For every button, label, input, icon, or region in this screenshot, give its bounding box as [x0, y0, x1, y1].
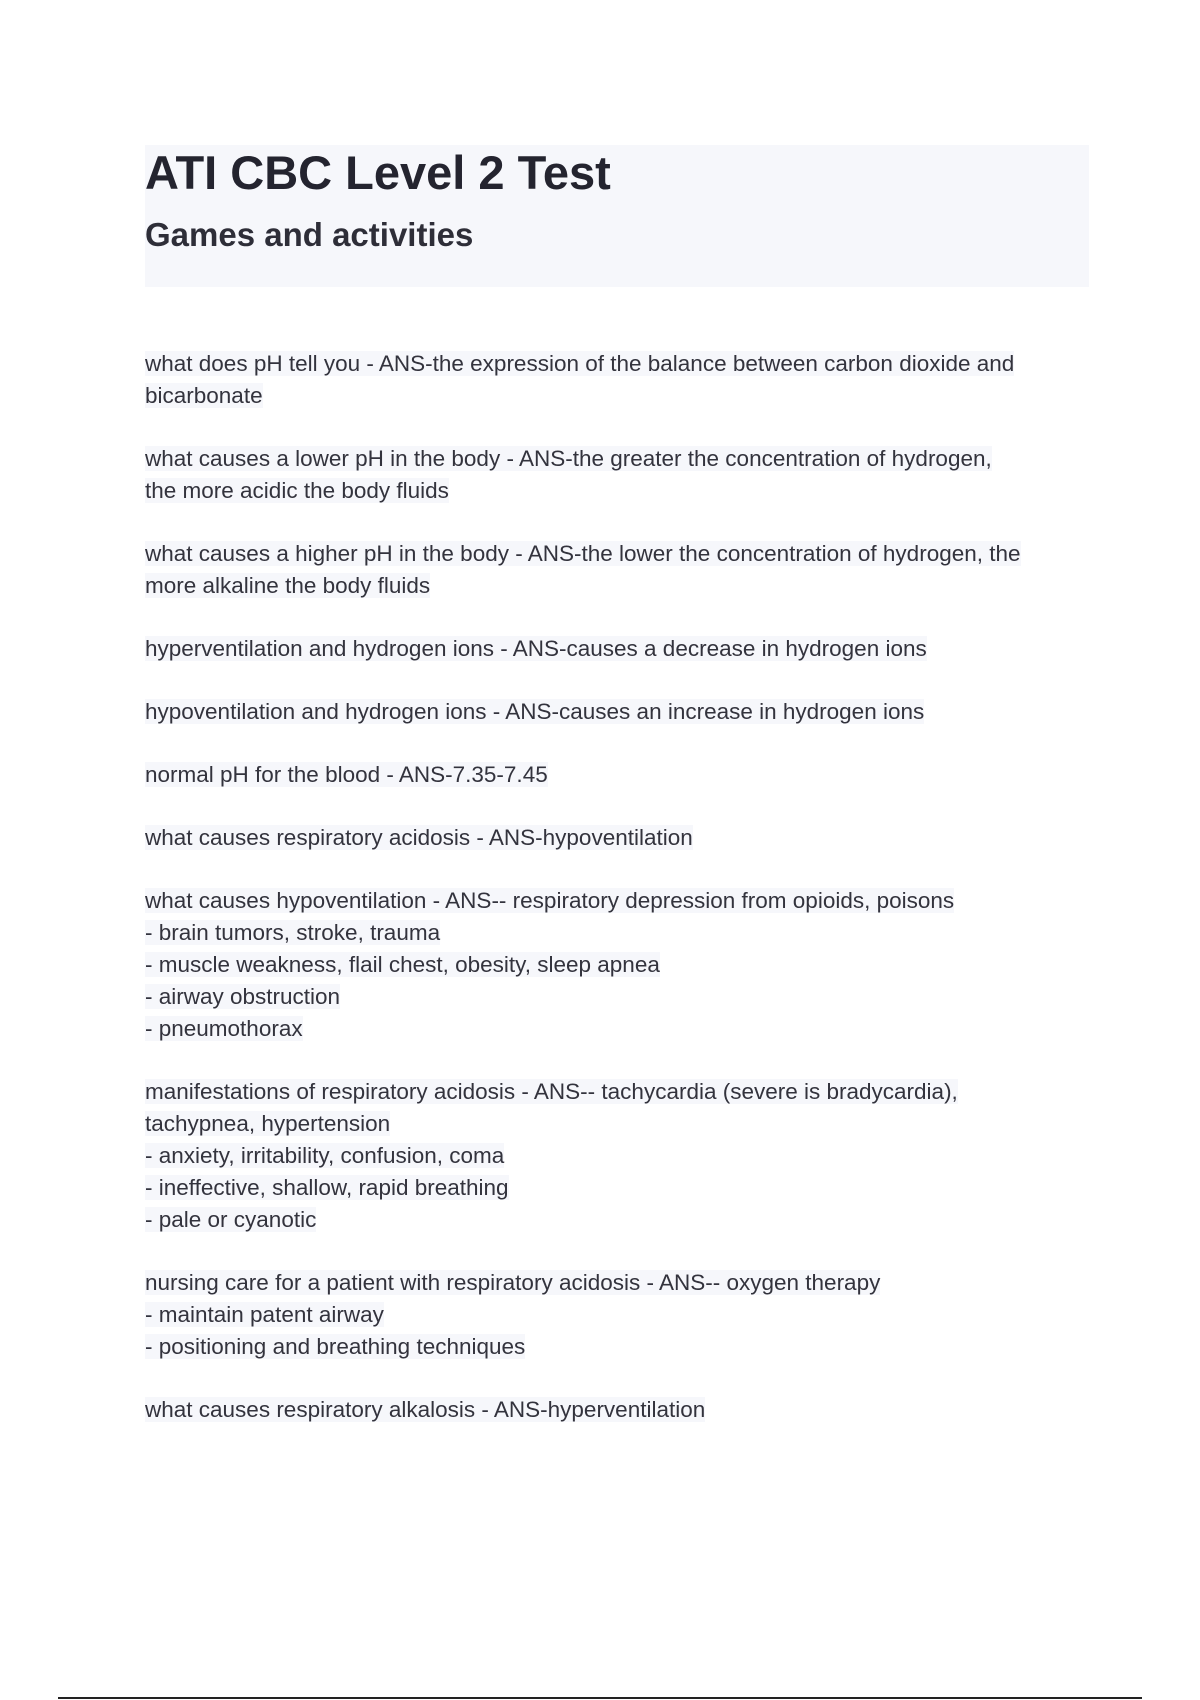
qa-line [145, 348, 1105, 380]
qa-line-text: what does pH tell you - ANS-the expression of the balance between carbon dioxide and [145, 351, 1015, 376]
qa-line [145, 538, 1105, 570]
qa-line [145, 1076, 1105, 1108]
qa-line-text: manifestations of respiratory acidosis - ANS-- tachycardia (severe is bradycardia), [145, 1079, 958, 1104]
qa-line-text: - positioning and breathing techniques [145, 1334, 526, 1359]
qa-line [145, 1140, 1105, 1172]
qa-line [145, 1299, 1105, 1331]
qa-line-text: - maintain patent airway [145, 1302, 384, 1327]
qa-line [145, 822, 1105, 854]
qa-entry [145, 443, 1105, 507]
qa-entry [145, 348, 1105, 412]
qa-line-text: - brain tumors, stroke, trauma [145, 920, 441, 945]
qa-line [145, 1204, 1105, 1236]
qa-line-text: what causes respiratory acidosis - ANS-hypoventilation [145, 825, 693, 850]
qa-line-text: - ineffective, shallow, rapid breathing [145, 1175, 509, 1200]
qa-entry [145, 822, 1105, 854]
qa-line-text: normal pH for the blood - ANS-7.35-7.45 [145, 762, 548, 787]
qa-line [145, 443, 1105, 475]
qa-line-text: bicarbonate [145, 383, 263, 408]
qa-line-text: what causes hypoventilation - ANS-- respiratory depression from opioids, poisons [145, 888, 955, 913]
qa-entry [145, 885, 1105, 1045]
document-subtitle: Games and activities [145, 216, 474, 253]
qa-line-text: - muscle weakness, flail chest, obesity, sleep apnea [145, 952, 660, 977]
qa-line-text: what causes a lower pH in the body - ANS-the greater the concentration of hydrogen, [145, 446, 992, 471]
qa-list [145, 348, 1105, 1457]
qa-line [145, 475, 1105, 507]
qa-entry [145, 759, 1105, 791]
qa-line-text: - pneumothorax [145, 1016, 303, 1041]
qa-line [145, 633, 1105, 665]
qa-line [145, 380, 1105, 412]
qa-line [145, 981, 1105, 1013]
qa-line [145, 949, 1105, 981]
qa-line [145, 759, 1105, 791]
qa-line [145, 570, 1105, 602]
qa-line-text: hyperventilation and hydrogen ions - ANS-causes a decrease in hydrogen ions [145, 636, 927, 661]
qa-line-text: - anxiety, irritability, confusion, coma [145, 1143, 505, 1168]
qa-line-text: hypoventilation and hydrogen ions - ANS-causes an increase in hydrogen ions [145, 699, 925, 724]
qa-line-text: what causes a higher pH in the body - ANS-the lower the concentration of hydrogen, the [145, 541, 1021, 566]
document-title: ATI CBC Level 2 Test [145, 146, 611, 199]
qa-line [145, 1013, 1105, 1045]
qa-line-text: tachypnea, hypertension [145, 1111, 391, 1136]
qa-line-text: - airway obstruction [145, 984, 341, 1009]
qa-line-text: the more acidic the body fluids [145, 478, 449, 503]
qa-entry [145, 1394, 1105, 1426]
qa-line [145, 885, 1105, 917]
qa-line-text: what causes respiratory alkalosis - ANS-hyperventilation [145, 1397, 706, 1422]
qa-entry [145, 696, 1105, 728]
qa-entry [145, 633, 1105, 665]
qa-line [145, 1331, 1105, 1363]
qa-line [145, 696, 1105, 728]
qa-line [145, 1394, 1105, 1426]
qa-line [145, 1267, 1105, 1299]
qa-line [145, 1108, 1105, 1140]
qa-entry [145, 538, 1105, 602]
qa-entry [145, 1076, 1105, 1236]
qa-line-text: more alkaline the body fluids [145, 573, 431, 598]
qa-entry [145, 1267, 1105, 1363]
qa-line [145, 1172, 1105, 1204]
qa-line-text: - pale or cyanotic [145, 1207, 317, 1232]
footer-divider [58, 1697, 1142, 1699]
qa-line [145, 917, 1105, 949]
qa-line-text: nursing care for a patient with respiratory acidosis - ANS-- oxygen therapy [145, 1270, 881, 1295]
